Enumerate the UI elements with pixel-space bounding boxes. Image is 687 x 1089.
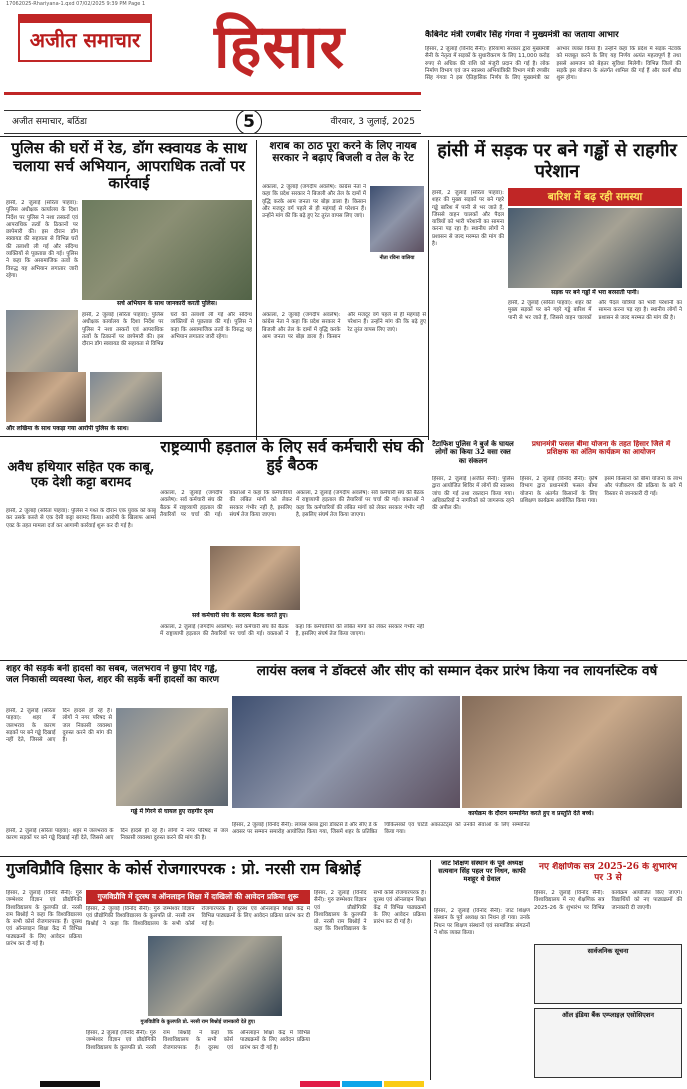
brand-name: अजीत समाचार xyxy=(29,28,141,52)
gjust-body-right: हिसार, 2 जुलाई (विनोद सैनी): गुरु जम्भेश्वर विज्ञान एवं प्रौद्योगिकी विश्वविद्यालय के कुलपति प्रो. नरसी राम बिश्नोई ने कहा कि विश्वविद्यालय के सभी कोर्स रोजगारपरक हैं। दूरस्थ एवं ऑनलाइन शिक्षा केंद्र में विभिन्न पाठ्यक्रमों के लिए आवेदन प्रक्रिया प्रारंभ कर दी गई है। xyxy=(314,890,426,933)
gjust-body: हिसार, 2 जुलाई (विनोद सैनी): गुरु जम्भेश्वर विज्ञान एवं प्रौद्योगिकी विश्वविद्यालय के कुलपति प्रो. नरसी राम बिश्नोई ने कहा कि विश्वविद्यालय के सभी कोर्स रोजगारपरक हैं। दूरस्थ एवं ऑनलाइन शिक्षा केंद्र में विभिन्न पाठ्यक्रमों के लिए आवेदन प्रक्रिया प्रारंभ कर दी गई है। xyxy=(6,890,82,948)
strike-photo xyxy=(210,546,300,610)
divider xyxy=(0,136,687,137)
strike-caption: सर्व कर्मचारी संघ के सदस्य बैठक करते हुए। xyxy=(192,612,288,619)
accused-photo-2 xyxy=(90,372,162,422)
bank-body: हिसार, 2 जुलाई (विनोद सैनी): जाट शिक्षण संस्थान के पूर्व अध्यक्ष का निधन हो गया। उनके निधन पर शिक्षण संस्थानों एवं सामाजिक संगठनों ने शोक व्यक्त किया। xyxy=(434,908,530,936)
dateline-right: वीरवार, 3 जुलाई, 2025 xyxy=(330,117,415,127)
hansi-body-cont: हांसी, 2 जुलाई (सरिता पाहवा): शहर की मुख्य सड़कों पर बने गहरे गड्ढे बारिश में पानी से भर जाते हैं, जिससे वाहन चालकों और पैदल यात्रियों को भारी परेशानी का सामना करना पड़ रहा है। स्थानीय लोगों ने प्रशासन से जल्द मरम्मत की मांग की है। xyxy=(508,300,682,321)
strike-body: अकाला, 2 जुलाई (जगदीप अवलेष): सर्व कर्मचारी संघ की बैठक में राष्ट्रव्यापी हड़ताल की तैयारियों पर चर्चा की गई। वक्ताओं ने कहा कि कर्मचारियों की लंबित मांगों को लेकर सरकार गंभीर नहीं है, इसलिए संघर्ष तेज किया जाएगा। xyxy=(160,490,292,518)
accident-body-tail: हांसी, 2 जुलाई (सरिता पाहवा): शहर में जलभराव के कारण सड़कों पर बने गड्ढे दिखाई नहीं देते, जिससे आए दिन हादसे हो रहे हैं। लोगों ने नगर परिषद से जल निकासी व्यवस्था दुरुस्त करने की मांग की है। xyxy=(6,828,228,842)
gjust-body-tail: हिसार, 2 जुलाई (विनोद सैनी): गुरु जम्भेश्वर विज्ञान एवं प्रौद्योगिकी विश्वविद्यालय के कुलपति प्रो. नरसी राम बिश्नोई ने कहा कि विश्वविद्यालय के सभी कोर्स रोजगारपरक हैं। दूरस्थ एवं ऑनलाइन शिक्षा केंद्र में विभिन्न पाठ्यक्रमों के लिए आवेदन प्रक्रिया प्रारंभ कर दी गई है। xyxy=(86,1030,310,1051)
divider xyxy=(0,856,687,857)
portrait-caption: नीता रविना वालिया xyxy=(379,255,415,261)
accident-headline: शहर की सड़कें बनी हादसों का सबब, जलभराव ने छुपा दिए गड्ढे, जल निकासी व्यवस्था फेल, शहर की सड़कें बनीं हादसों का कारण xyxy=(6,664,220,685)
lions-body: हिसार, 2 जुलाई (विनोद सैनी): लायंस क्लब द्वारा डॉक्टर्स डे और सीए डे के अवसर पर सम्मान समारोह आयोजित किया गया, जिसमें शहर के प्रतिष्ठित चिकित्सकों एवं चार्टर्ड अकाउंटेंट्स को उनकी सेवाओं के लिए सम्मानित किया गया। xyxy=(232,822,530,836)
divider xyxy=(0,660,687,661)
column-divider xyxy=(256,140,257,440)
camp-headline: टैटाफिश पुलिस ने बुर्ज के घायल लोगों का किया 32 वसा रक्त का संकलन xyxy=(432,440,514,465)
strike-body-cont: अकाला, 2 जुलाई (जगदीप अवलेष): सर्व कर्मचारी संघ की बैठक में राष्ट्रव्यापी हड़ताल की तैयारियों पर चर्चा की गई। वक्ताओं ने कहा कि कर्मचारियों की लंबित मांगों को लेकर सरकार गंभीर नहीं है, इसलिए संघर्ष तेज किया जाएगा। xyxy=(296,490,424,518)
session-body: हिसार, 2 जुलाई (विनोद सैनी): विश्वविद्यालय में नए शैक्षणिक सत्र 2025-26 के शुभारंभ पर विभिन्न कार्यक्रम आयोजित किए जाएंगे। विद्यार्थियों को नए पाठ्यक्रमों की जानकारी दी जाएगी। xyxy=(534,890,682,911)
public-notice-ad xyxy=(534,944,682,1004)
police-body-cont: हांसी, 2 जुलाई (सरिता पाहवा): पुलिस अधीक्षक कार्यालय के दिशा निर्देश पर पुलिस ने नशा तस्करों एवं आपराधिक तत्वों के ठिकानों पर छापेमारी की। इस दौरान डॉग स्क्वायड की सहायता से विभिन्न घरों की तलाशी ली गई और संदिग्ध व्यक्तियों से पूछताछ की गई। पुलिस ने कहा कि असामाजिक तत्वों के विरुद्ध यह अभियान लगातार जारी रहेगा। xyxy=(82,312,252,348)
minister-body: हिसार, 2 जुलाई (विनोद सैनी): हरियाणा सरकार द्वारा मुख्यमंत्री सैनी के नेतृत्व में सड़कों के सुधारीकरण के लिए 11,000 करोड़ रुपए से अधिक की राशि को मंजूरी प्रदान की गई है। लोक निर्माण विभाग एवं जन स्वास्थ्य अभियांत्रिकी विभाग मंत्री रणबीर सिंह गंगवा ने इस ऐतिहासिक निर्णय के लिए मुख्यमंत्री का आभार व्यक्त किया है। उन्होंने कहा कि प्रदेश में सड़क नेटवर्क को मजबूत करने के लिए यह निर्णय अत्यंत महत्वपूर्ण है तथा इससे आमजन को बेहतर सुविधा मिलेगी। विभिन्न जिलों की सड़कें इस योजना के अंतर्गत शामिल की गई हैं और कार्य शीघ्र शुरू होगा। xyxy=(425,46,681,82)
liquor-headline: शराब का ठाठ पूरा करने के लिए नायब सरकार ने बढ़ाए बिजली व तेल के रेट xyxy=(269,140,417,165)
gjust-photo xyxy=(148,936,282,1016)
accused-photo xyxy=(6,372,86,422)
weapon-body: हांसी, 2 जुलाई (सरिता पाहवा): पुलिस ने गश्त के दौरान एक युवक को काबू कर उसके कब्जे से एक देसी कट्टा बरामद किया। आरोपी के खिलाफ आर्म्स एक्ट के तहत मामला दर्ज कर आगामी कार्रवाई शुरू कर दी गई है। xyxy=(6,508,156,529)
lions-headline: लायंस क्लब ने डॉक्टर्स और सीए को सम्मान देकर प्रारंभ किया नव लायनस्टिक वर्ष xyxy=(256,664,658,679)
hansi-headline: हांसी में सड़क पर बने गड्ढों से राहगीर परेशान xyxy=(437,140,677,183)
accident-body: हांसी, 2 जुलाई (सरिता पाहवा): शहर में जलभराव के कारण सड़कों पर बने गड्ढे दिखाई नहीं देते, जिससे आए दिन हादसे हो रहे हैं। लोगों ने नगर परिषद से जल निकासी व्यवस्था दुरुस्त करने की मांग की है। xyxy=(6,708,112,744)
strike-headline: राष्ट्रव्यापी हड़ताल के लिए सर्व कर्मचारी संघ की हुई बैठक xyxy=(160,438,424,475)
divider xyxy=(0,436,428,437)
page-number: 5 xyxy=(236,110,262,134)
police-body: हांसी, 2 जुलाई (सरिता पाहवा): पुलिस अधीक्षक कार्यालय के दिशा निर्देश पर पुलिस ने नशा तस्करों एवं आपराधिक तत्वों के ठिकानों पर छापेमारी की। इस दौरान डॉग स्क्वायड की सहायता से विभिन्न घरों की तलाशी ली गई और संदिग्ध व्यक्तियों से पूछताछ की गई। पुलिस ने कहा कि असामाजिक तत्वों के विरुद्ध यह अभियान लगातार जारी रहेगा। xyxy=(6,200,78,279)
hansi-photo xyxy=(508,208,682,288)
accident-photo xyxy=(116,708,228,806)
strike-body-tail: अकाला, 2 जुलाई (जगदीप अवलेष): सर्व कर्मचारी संघ की बैठक में राष्ट्रव्यापी हड़ताल की तैयारियों पर चर्चा की गई। वक्ताओं ने कहा कि कर्मचारियों की लंबित मांगों को लेकर सरकार गंभीर नहीं है, इसलिए संघर्ष तेज किया जाएगा। xyxy=(160,624,424,638)
column-divider xyxy=(428,140,429,440)
lions-photo xyxy=(232,696,460,808)
gjust-caption: गुजविप्रौवि के कुलपति प्रो. नरसी राम बिश्नोई जानकारी देते हुए। xyxy=(140,1019,256,1025)
police-photo xyxy=(82,200,252,300)
liquor-body-cont: अकाला, 2 जुलाई (जगदीप अवलेष): कांग्रेस नेता ने कहा कि प्रदेश सरकार ने बिजली और तेल के दामों में वृद्धि करके आम जनता पर बोझ डाला है। किसान और मजदूर वर्ग पहले से ही महंगाई से परेशान हैं। उन्होंने मांग की कि बढ़े हुए रेट तुरंत वापस लिए जाएं। xyxy=(262,312,426,340)
hansi-body: हांसी, 2 जुलाई (सरिता पाहवा): शहर की मुख्य सड़कों पर बने गहरे गड्ढे बारिश में पानी से भर जाते हैं, जिससे वाहन चालकों और पैदल यात्रियों को भारी परेशानी का सामना करना पड़ रहा है। स्थानीय लोगों ने प्रशासन से जल्द मरम्मत की मांग की है। xyxy=(432,190,504,248)
accused-caption: और लखिमा के साथ पकड़ा गया आरोपी पुलिस के साथ। xyxy=(6,425,129,432)
lions-caption: कार्यक्रम के दौरान सम्मानित करते हुए व प्रस्तुति देते बच्चे। xyxy=(468,810,594,817)
dateline-bar xyxy=(4,110,421,134)
lions-photo-2 xyxy=(462,696,682,808)
brand-top-bar xyxy=(20,16,150,23)
gjust-headline: गुजविप्रौवि हिसार के कोर्स रोजगारपरक : प्रो. नरसी राम बिश्नोई xyxy=(6,860,361,878)
gjust-body-cont: हिसार, 2 जुलाई (विनोद सैनी): गुरु जम्भेश्वर विज्ञान एवं प्रौद्योगिकी विश्वविद्यालय के कुलपति प्रो. नरसी राम बिश्नोई ने कहा कि विश्वविद्यालय के सभी कोर्स रोजगारपरक हैं। दूरस्थ एवं ऑनलाइन शिक्षा केंद्र में विभिन्न पाठ्यक्रमों के लिए आवेदन प्रक्रिया प्रारंभ कर दी गई है। xyxy=(86,906,310,927)
liquor-body: अकाला, 2 जुलाई (जगदीप अवलेष): कांग्रेस नेता ने कहा कि प्रदेश सरकार ने बिजली और तेल के दामों में वृद्धि करके आम जनता पर बोझ डाला है। किसान और मजदूर वर्ग पहले से ही महंगाई से परेशान हैं। उन्होंने मांग की कि बढ़े हुए रेट तुरंत वापस लिए जाएं। xyxy=(262,184,366,220)
edition-title: हिसार xyxy=(214,12,346,82)
ad-title: ऑल इंडिया बैंक एम्प्लाइज़ एसोसिएशन xyxy=(562,1011,654,1019)
masthead-rule xyxy=(4,92,421,95)
gjust-subhead: गुजविप्रौवि में दूरस्थ व ऑनलाइन शिक्षा में दाखिलों की आवेदन प्रक्रिया शुरू xyxy=(86,890,310,904)
minister-headline: कैबिनेट मंत्री रणबीर सिंह गंगवा ने मुख्यमंत्री का जताया आभार xyxy=(425,30,619,40)
column-divider xyxy=(430,860,431,1080)
bank-headline: जाट शिक्षण संस्थान के पूर्व अध्यक्ष सत्यवान सिंह पहल पर निधन, काफी मशहूर थे ग्रेवाल xyxy=(438,860,526,883)
hansi-subhead: बारिश में बढ़ रही समस्या xyxy=(508,188,682,206)
print-slug: 17062025-Rhariyana-1.qxd 07/02/2025 9:39 PM Page 1 xyxy=(6,1,146,7)
camp-body: हिसार, 2 जुलाई (अजीत सैनी): पुलिस द्वारा आयोजित शिविर में लोगों की स्वास्थ्य जांच की गई तथा रक्तदान किया गया। अधिकारियों ने नागरिकों को जागरूक रहने की अपील की। xyxy=(432,476,514,512)
print-color-bar xyxy=(0,1080,687,1089)
union-ad xyxy=(534,1008,682,1078)
pmay-body: हिसार, 2 जुलाई (विनोद सैनी): कृषि विभाग द्वारा प्रधानमंत्री फसल बीमा योजना के अंतर्गत किसानों के लिए प्रशिक्षण कार्यक्रम आयोजित किया गया। इसमें किसानों को बीमा योजना के लाभ और पंजीकरण की प्रक्रिया के बारे में विस्तार से जानकारी दी गई। xyxy=(520,476,682,504)
police-headline: पुलिस की घरों में रेड, डॉग स्क्वायड के साथ चलाया सर्च अभियान, आपराधिक तत्वों पर कार्रवाई xyxy=(11,140,247,193)
hansi-photo-caption: सड़क पर बने गड्ढों में भरा बरसाती पानी। xyxy=(551,289,639,296)
session-headline: नए शैक्षणिक सत्र 2025-26 के शुभारंभ पर 3 से xyxy=(538,862,678,883)
police-photo-caption: सर्च अभियान के साथ जानकारी करती पुलिस। xyxy=(116,300,218,307)
pmay-headline: प्रधानमंत्री फसल बीमा योजना के तहत हिसार जिले में प्रशिक्षक का अंतिम कार्यक्रम का आयोजन xyxy=(531,440,671,457)
dateline-left: अजीत समाचार, बठिंडा xyxy=(12,117,87,127)
accident-caption: गड्ढे में गिरने से घायल हुए राहगीर दृश्य xyxy=(130,808,214,815)
weapon-headline: अवैध हथियार सहित एक काबू, एक देशी कट्टा बरामद xyxy=(7,460,155,491)
ad-title: सार्वजनिक सूचना xyxy=(587,947,629,955)
portrait-photo xyxy=(370,186,424,252)
masthead xyxy=(4,12,421,108)
brand-logo xyxy=(18,14,152,62)
